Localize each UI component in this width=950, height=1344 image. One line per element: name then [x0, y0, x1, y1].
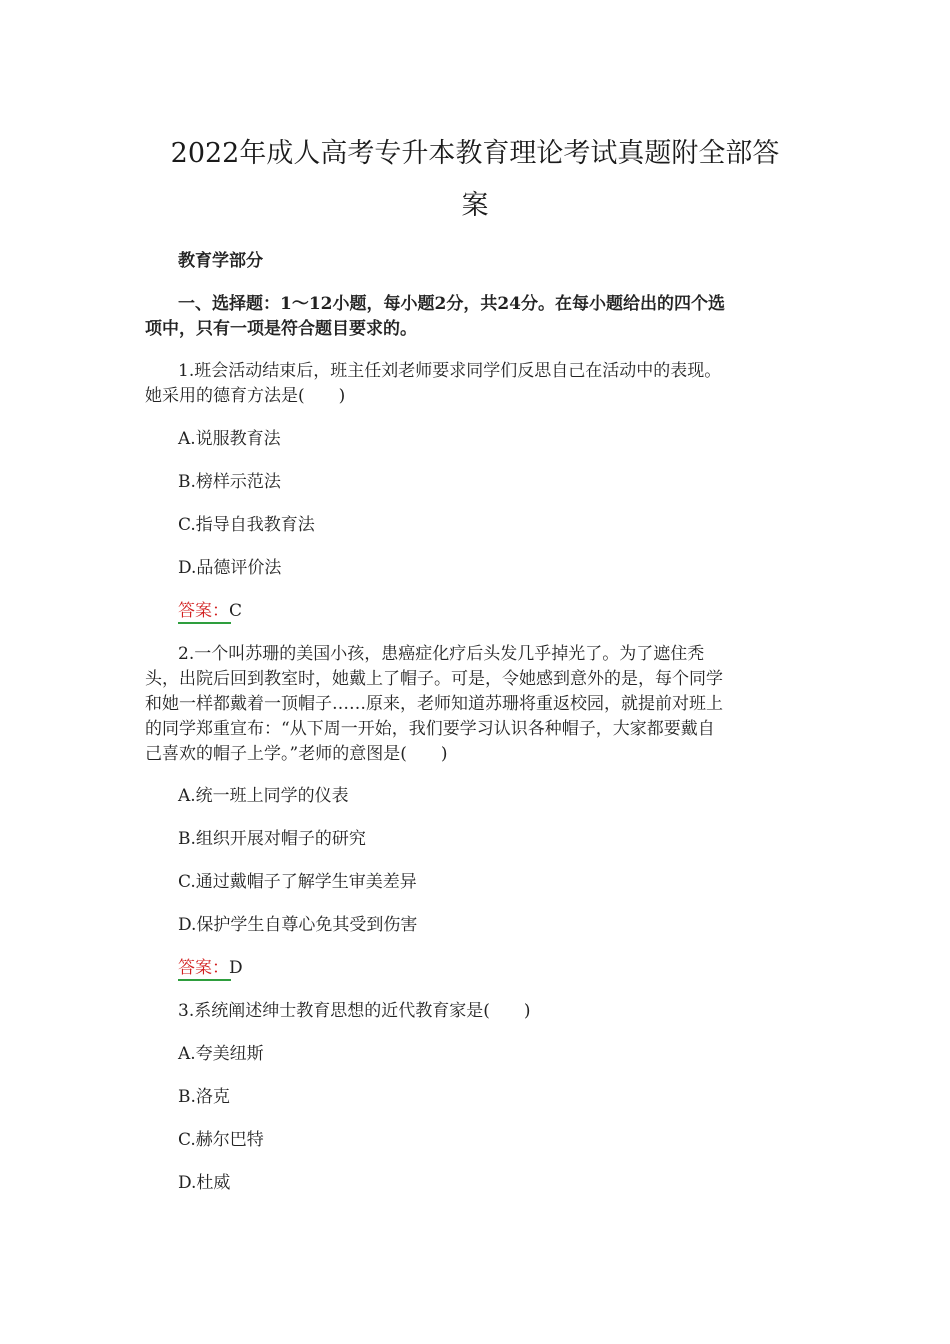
question-1-option-c: C.指导自我教育法 — [178, 515, 315, 535]
question-2-text-line: 己喜欢的帽子上学。”老师的意图是( ) — [145, 744, 448, 764]
question-2-answer — [178, 953, 243, 978]
question-1-text-line: 1.班会活动结束后，班主任刘老师要求同学们反思自己在活动中的表现。 — [178, 361, 722, 381]
question-2-option-b: B.组织开展对帽子的研究 — [178, 829, 366, 849]
document-title — [145, 128, 805, 232]
question-1-answer — [178, 596, 242, 621]
question-1-option-d: D.品德评价法 — [178, 558, 282, 578]
question-3-option-b: B.洛克 — [178, 1087, 230, 1107]
title-line-1: 2022年成人高考专升本教育理论考试真题附全部答 — [170, 138, 780, 169]
question-2-text-line: 2.一个叫苏珊的美国小孩，患癌症化疗后头发几乎掉光了。为了遮住秃 — [178, 644, 705, 664]
question-2-option-c: C.通过戴帽子了解学生审美差异 — [178, 872, 417, 892]
question-2-option-a: A.统一班上同学的仪表 — [178, 786, 349, 806]
section-heading: 教育学部分 — [178, 251, 263, 271]
part-heading-line-1: 一、选择题：1～12小题，每小题2分，共24分。在每小题给出的四个选 — [178, 294, 725, 314]
question-3-option-a: A.夸美纽斯 — [178, 1044, 264, 1064]
question-3-option-d: D.杜威 — [178, 1173, 231, 1193]
answer-value: D — [229, 958, 243, 978]
question-2-text-line: 和她一样都戴着一顶帽子……原来，老师知道苏珊将重返校园，就提前对班上 — [145, 694, 723, 714]
question-2-text-line: 头，出院后回到教室时，她戴上了帽子。可是，令她感到意外的是，每个同学 — [145, 669, 723, 689]
question-1-option-a: A.说服教育法 — [178, 429, 281, 449]
question-2-text-line: 的同学郑重宣布：“从下周一开始，我们要学习认识各种帽子，大家都要戴自 — [145, 719, 715, 739]
answer-label: 答案： — [178, 953, 229, 978]
question-2-option-d: D.保护学生自尊心免其受到伤害 — [178, 915, 418, 935]
answer-value: C — [229, 601, 243, 621]
title-line-2: 案 — [461, 190, 489, 221]
answer-label: 答案： — [178, 596, 229, 621]
part-heading-line-2: 项中，只有一项是符合题目要求的。 — [145, 319, 417, 339]
question-1-text-line: 她采用的德育方法是( ) — [145, 386, 346, 406]
question-3-option-c: C.赫尔巴特 — [178, 1130, 264, 1150]
question-3-text-line: 3.系统阐述绅士教育思想的近代教育家是( ) — [178, 1001, 531, 1021]
question-1-option-b: B.榜样示范法 — [178, 472, 281, 492]
